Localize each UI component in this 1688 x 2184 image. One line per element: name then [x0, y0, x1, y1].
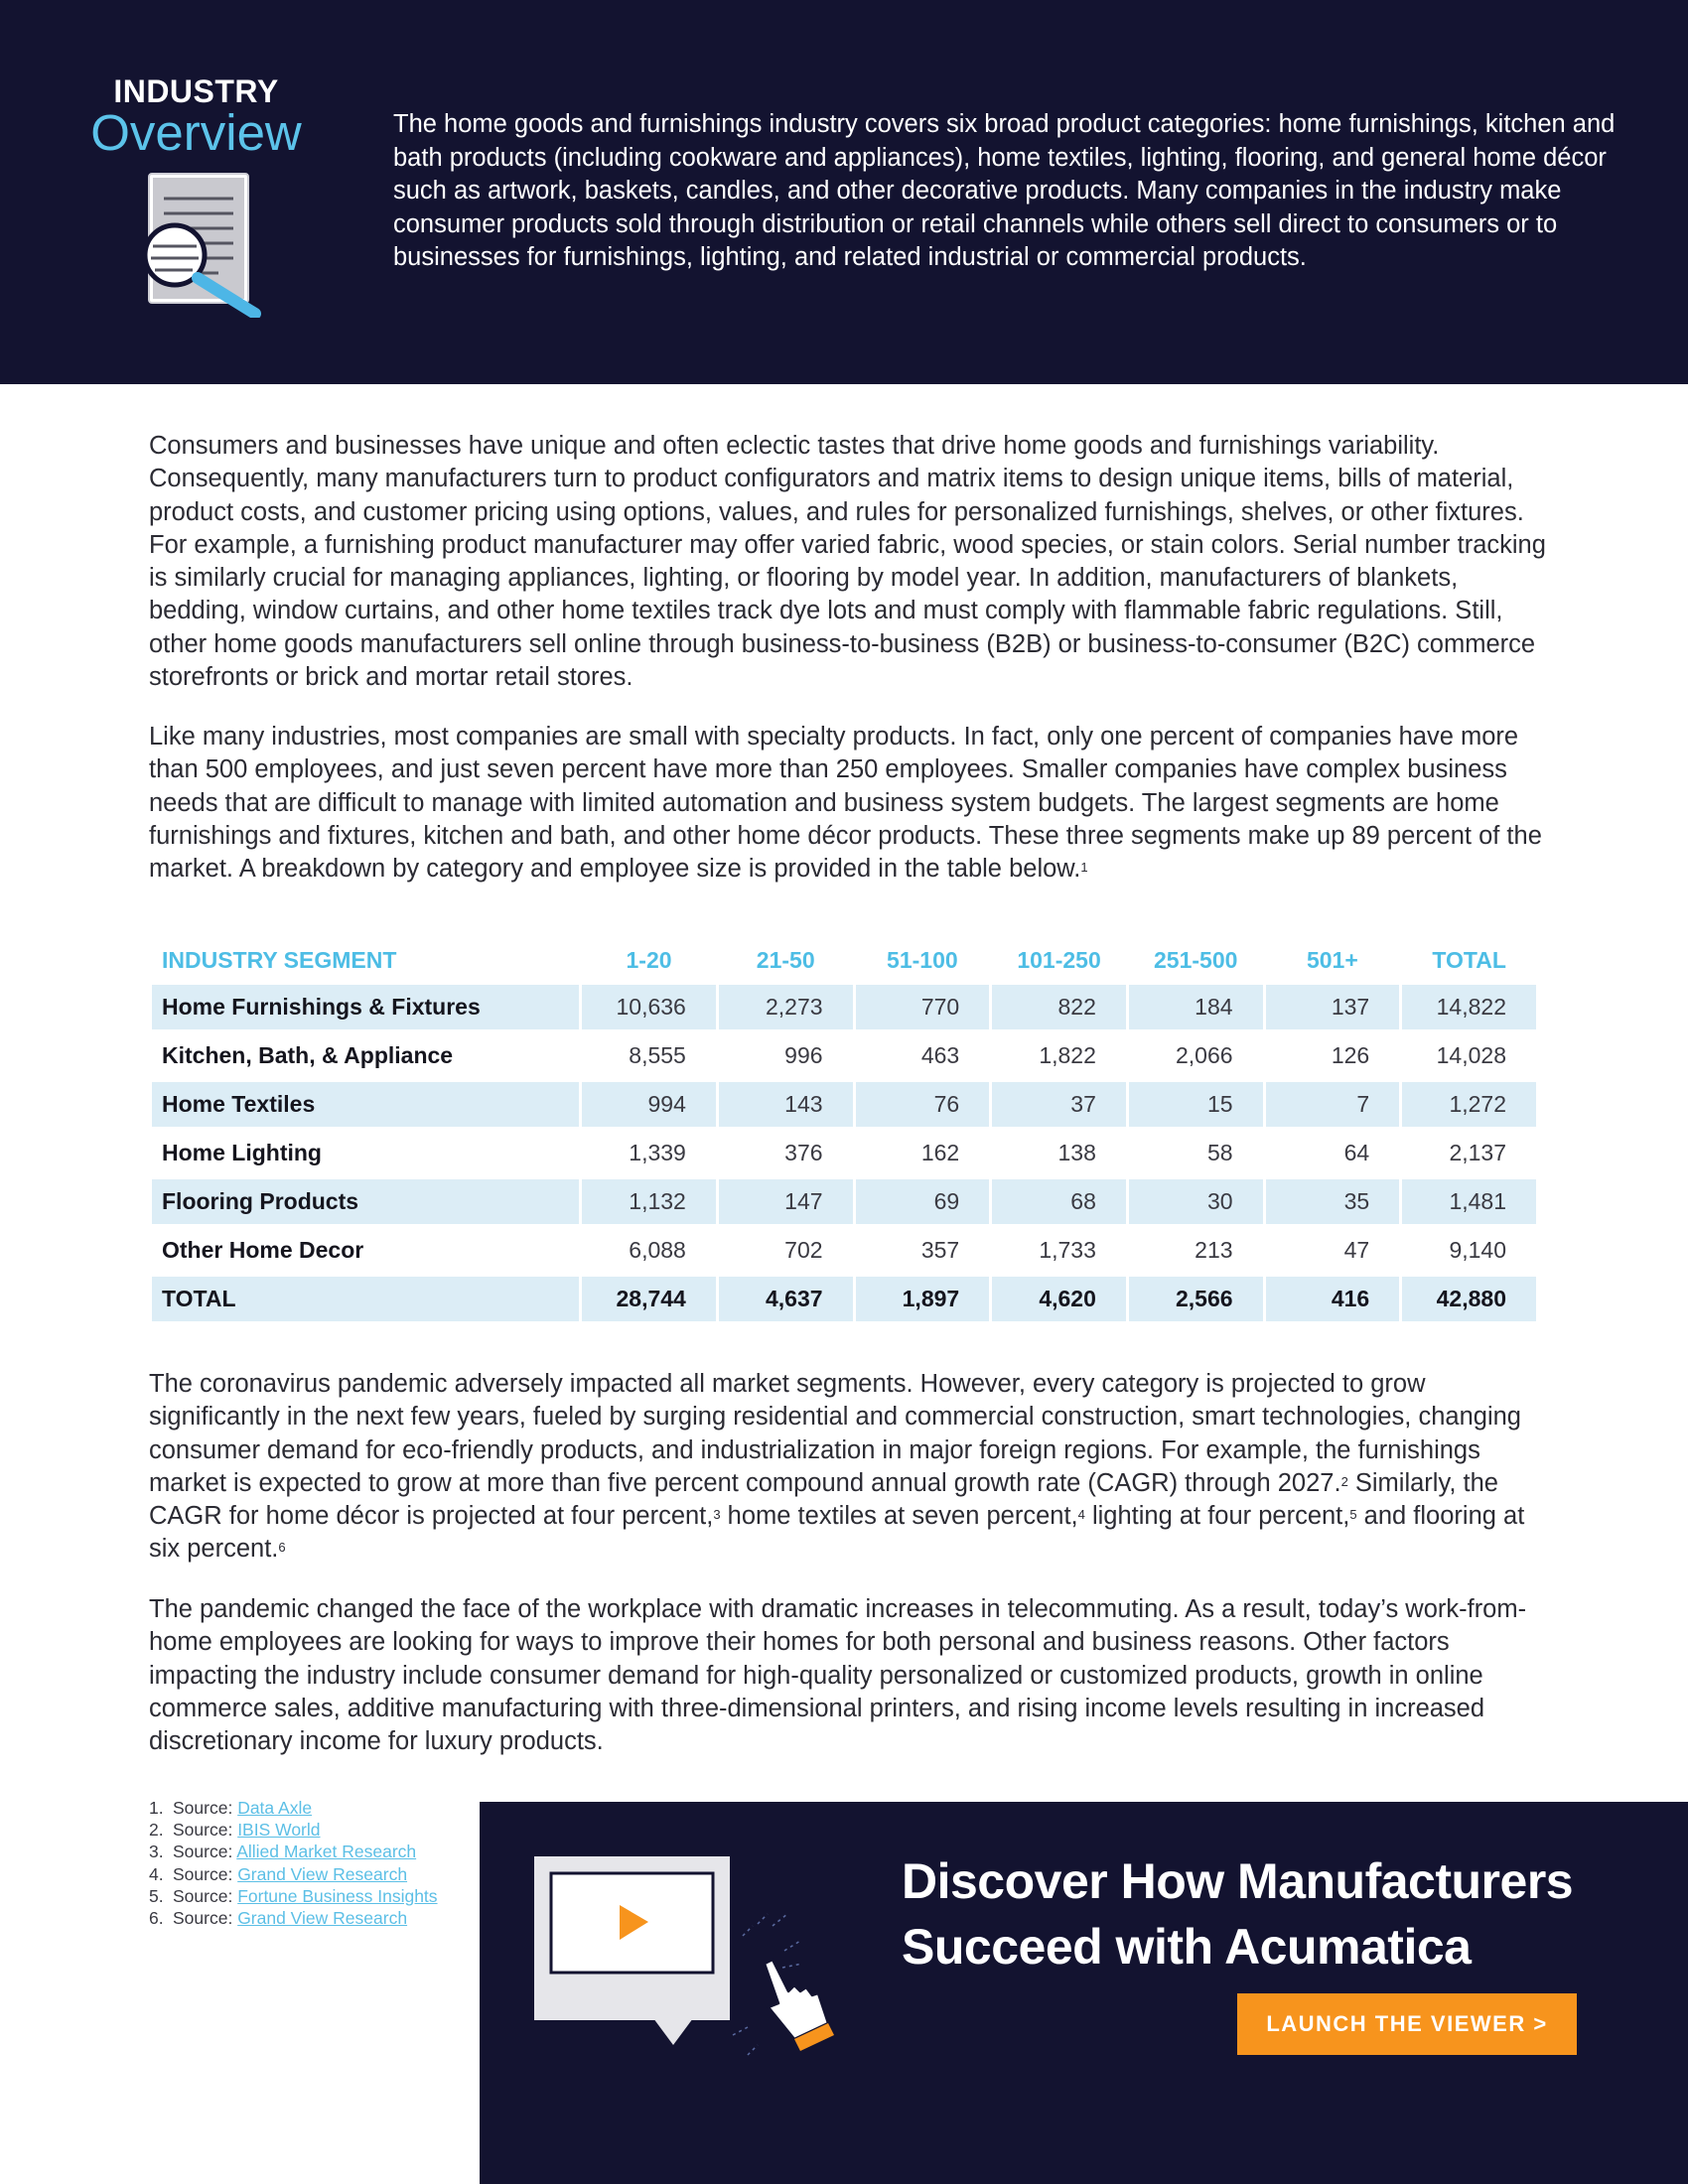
- cta-headline: Discover How Manufacturers Succeed with Acumatica: [902, 1853, 1574, 1975]
- table-cell: 1,339: [629, 1140, 686, 1165]
- table-row: [152, 1228, 1536, 1273]
- body-paragraph-growth: The coronavirus pandemic adversely impacted all market segments. However, every category is projected to grow significantly in the next few years, fueled by surging residential and commercial construction, smart technologies, changing consumer demand for eco-friendly products, and industrialization in major foreign regions. For example, the furnishings market is expected to grow at more than five percent compound annual growth rate (CAGR) through 2027.$^2$ Similarly, the CAGR for home décor is projected at four percent,$^3$ home textiles at seven percent,$^4$ lighting at four percent,$^5$ and flooring at six percent.$^6$: [149, 1370, 1525, 1564]
- table-cell: 7: [1266, 1082, 1400, 1127]
- table-row: [152, 1033, 1536, 1078]
- table-cell: 213: [1195, 1237, 1233, 1263]
- section-label-overview: Overview: [90, 104, 302, 161]
- footnote-item: 6. Source: Grand View Research: [149, 1908, 408, 1929]
- table-cell: 138: [1057, 1140, 1096, 1165]
- table-cell: 463: [920, 1042, 960, 1068]
- table-cell: 10,636: [582, 985, 716, 1029]
- footnote-item: 5. Source: Fortune Business Insights: [149, 1885, 438, 1906]
- table-cell: 37: [992, 1082, 1126, 1127]
- footnote-ref-1: 1: [1080, 860, 1088, 876]
- footnote-ref-3: 3: [713, 1507, 721, 1523]
- column-header-501-plus: 501+: [1306, 946, 1358, 973]
- footnote-link-data-axle[interactable]: Data Axle: [237, 1798, 313, 1818]
- table-row: [152, 1082, 1536, 1127]
- footnote-item: 1. Source: Data Axle: [149, 1798, 313, 1818]
- table-cell: 14,822: [1402, 985, 1536, 1029]
- footnote-item: 4. Source: Grand View Research: [149, 1863, 408, 1884]
- table-cell: 64: [1343, 1140, 1370, 1165]
- table-row: [152, 1179, 1536, 1224]
- table-cell: 9,140: [1449, 1237, 1506, 1263]
- table-cell: 2,066: [1175, 1042, 1233, 1068]
- table-cell: 58: [1206, 1140, 1233, 1165]
- table-cell: 184: [1129, 985, 1263, 1029]
- document-magnifier-icon: [139, 169, 268, 318]
- body-paragraph-company-size: Like many industries, most companies are small with specialty products. In fact, only one percent of companies have more than 500 employees, and just seven percent have more than 250 employees. Smaller companies have complex business needs that are difficult to manage with limited automation and business system budgets. The largest segments are home furnishings and fixtures, kitchen and bath, and other home décor products. These three segments make up 89 percent of the market. A breakdown by category and employee size is provided in the table below.$^1$: [149, 723, 1542, 884]
- table-cell: 14,028: [1436, 1042, 1506, 1068]
- segment-name: Other Home Decor: [162, 1237, 364, 1263]
- header-banner: [0, 0, 1688, 384]
- table-cell: 702: [784, 1237, 823, 1263]
- table-cell: 994: [582, 1082, 716, 1127]
- table-cell: 1,272: [1402, 1082, 1536, 1127]
- launch-viewer-button[interactable]: LAUNCH THE VIEWER >: [1237, 1993, 1577, 2055]
- column-header-21-50: 21-50: [756, 946, 815, 973]
- table-cell: 42,880: [1402, 1277, 1536, 1321]
- industry-overview-intro: The home goods and furnishings industry covers six broad product categories: home furnishings, kitchen and bath products (including cookware and appliances), home textiles, lighting, flooring, and general home décor such as artwork, baskets, candles, and other decorative products. Many companies in the industry make consumer products sold through distribution or retail channels while others sell direct to consumers or to businesses for furnishings, lighting, and related industrial or commercial products.: [393, 110, 1616, 271]
- table-cell: 1,733: [1039, 1237, 1096, 1263]
- table-cell: 996: [784, 1042, 823, 1068]
- table-cell: 28,744: [582, 1277, 716, 1321]
- table-cell: 147: [719, 1179, 853, 1224]
- table-cell: 770: [856, 985, 990, 1029]
- segment-name: Kitchen, Bath, & Appliance: [162, 1042, 454, 1068]
- table-cell: 2,273: [719, 985, 853, 1029]
- table-cell: 35: [1266, 1179, 1400, 1224]
- column-header-251-500: 251-500: [1154, 946, 1238, 973]
- table-cell: 1,481: [1402, 1179, 1536, 1224]
- table-cell: 30: [1129, 1179, 1263, 1224]
- section-label-industry: INDUSTRY: [113, 73, 279, 109]
- segment-name: Home Textiles: [152, 1082, 579, 1127]
- footnote-item: 2. Source: IBIS World: [149, 1820, 321, 1841]
- footnote-link-grand-view-research-2[interactable]: Grand View Research: [237, 1908, 408, 1929]
- table-cell: 4,637: [719, 1277, 853, 1321]
- column-header-51-100: 51-100: [887, 946, 958, 973]
- footnote-ref-2: 2: [1340, 1473, 1348, 1489]
- cta-banner: [480, 1802, 1688, 2184]
- footnote-link-allied-market-research[interactable]: Allied Market Research: [236, 1842, 417, 1862]
- table-cell: 126: [1331, 1042, 1370, 1068]
- table-total-row: [152, 1277, 1536, 1321]
- segment-name: Flooring Products: [152, 1179, 579, 1224]
- table-cell: 6,088: [629, 1237, 686, 1263]
- column-header-segment: INDUSTRY SEGMENT: [162, 946, 397, 973]
- footnote-link-ibis-world[interactable]: IBIS World: [237, 1820, 321, 1841]
- column-header-1-20: 1-20: [626, 946, 672, 973]
- table-cell: 4,620: [992, 1277, 1126, 1321]
- table-cell: 357: [920, 1237, 960, 1263]
- footnote-link-fortune-business-insights[interactable]: Fortune Business Insights: [237, 1885, 438, 1906]
- footnote-item: 3. Source: Allied Market Research: [149, 1842, 417, 1862]
- footnote-ref-6: 6: [278, 1540, 286, 1556]
- body-paragraph-variability: Consumers and businesses have unique and often eclectic tastes that drive home goods and furnishings variability. Consequently, many manufacturers turn to product configurators and matrix items to design unique items, bills of material, product costs, and customer pricing using options, values, and rules for personalized furnishings, shelves, or other fixtures. For example, a furnishing product manufacturer may offer varied fabric, wood species, or stain colors. Serial number tracking is similarly crucial for managing appliances, lighting, or flooring by model year. In addition, manufacturers of blankets, bedding, window curtains, and other home textiles track dye lots and must comply with flammable fabric regulations. Still, other home goods manufacturers sell online through business-to-business (B2B) or business-to-consumer (B2C) commerce storefronts or brick and mortar retail stores.: [149, 432, 1546, 692]
- footnotes-list: [149, 1797, 477, 1929]
- table-cell: 8,555: [629, 1042, 686, 1068]
- footnote-ref-4: 4: [1077, 1507, 1085, 1523]
- table-row: [152, 1131, 1536, 1175]
- table-cell: 822: [992, 985, 1126, 1029]
- segment-name: Home Lighting: [162, 1140, 322, 1165]
- body-paragraph-workplace: The pandemic changed the face of the workplace with dramatic increases in telecommuting. As a result, today’s work-from-home employees are looking for ways to improve their homes for both personal and business reasons. Other factors impacting the industry include consumer demand for high-quality personalized or customized products, growth in online commerce sales, additive manufacturing with three-dimensional printers, and rising income levels resulting in increased discretionary income for luxury products.: [149, 1595, 1527, 1756]
- industry-segment-table: [149, 935, 1539, 1325]
- table-cell: 15: [1129, 1082, 1263, 1127]
- table-cell: 143: [719, 1082, 853, 1127]
- table-cell: 1,897: [856, 1277, 990, 1321]
- table-cell: 1,822: [1039, 1042, 1096, 1068]
- table-cell: 2,137: [1449, 1140, 1506, 1165]
- footnote-ref-5: 5: [1349, 1507, 1357, 1523]
- table-header-row: [152, 939, 1536, 981]
- segment-name: Home Furnishings & Fixtures: [152, 985, 579, 1029]
- table-cell: 76: [856, 1082, 990, 1127]
- table-cell: 2,566: [1129, 1277, 1263, 1321]
- column-header-101-250: 101-250: [1017, 946, 1101, 973]
- table-cell: 68: [992, 1179, 1126, 1224]
- video-player-icon: [534, 1856, 852, 2119]
- table-cell: 47: [1343, 1237, 1370, 1263]
- table-row: [152, 985, 1536, 1029]
- segment-name: TOTAL: [152, 1277, 579, 1321]
- table-cell: 137: [1266, 985, 1400, 1029]
- table-cell: 376: [784, 1140, 823, 1165]
- column-header-total: TOTAL: [1432, 946, 1506, 973]
- footnote-link-grand-view-research[interactable]: Grand View Research: [237, 1863, 408, 1884]
- table-cell: 162: [920, 1140, 960, 1165]
- table-cell: 1,132: [582, 1179, 716, 1224]
- table-cell: 416: [1266, 1277, 1400, 1321]
- table-cell: 69: [856, 1179, 990, 1224]
- pointer-hand-icon: [765, 1960, 834, 2051]
